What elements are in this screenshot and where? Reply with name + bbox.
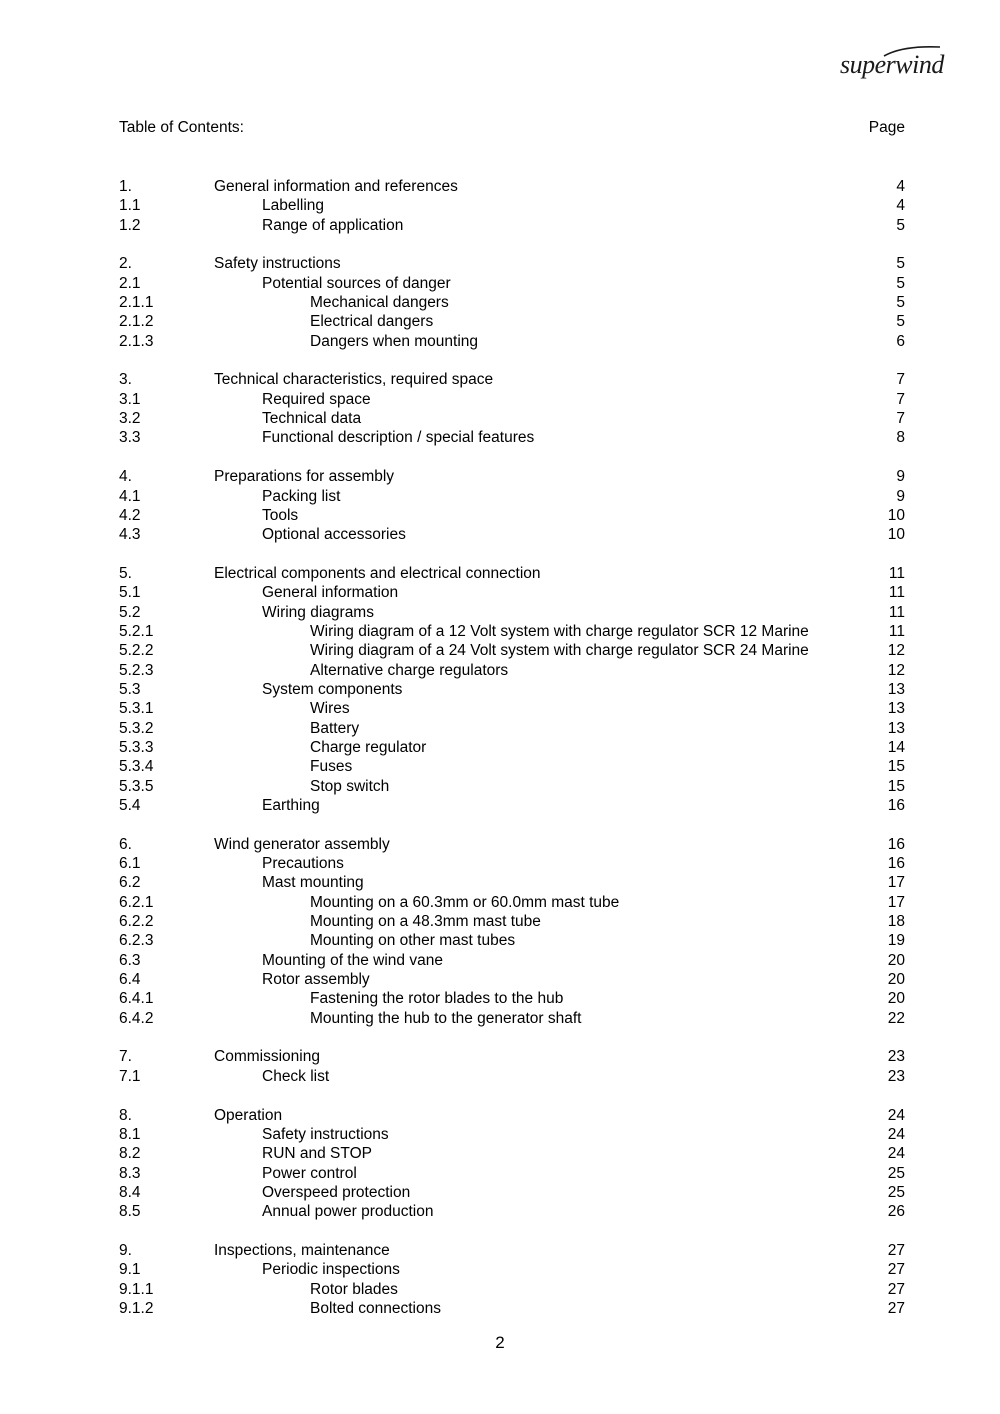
toc-entry-page: 24 xyxy=(887,1106,905,1124)
toc-entry-title: Labelling xyxy=(262,197,325,215)
toc-entry-title: Rotor blades xyxy=(310,1280,398,1298)
toc-entry-page: 10 xyxy=(887,526,905,544)
toc-entry-page: 15 xyxy=(887,758,905,776)
toc-entry-number: 3.2 xyxy=(119,410,141,428)
toc-entry-title: Power control xyxy=(262,1164,357,1182)
toc-entry[interactable] xyxy=(119,332,905,351)
toc-entry-title: Fastening the rotor blades to the hub xyxy=(310,990,564,1008)
toc-entry-number: 8. xyxy=(119,1106,132,1124)
toc-entry-title: Dangers when mounting xyxy=(310,332,479,350)
toc-entry-title: Technical characteristics, required space xyxy=(214,371,494,389)
toc-entry-number: 4.1 xyxy=(119,487,141,505)
toc-entry-number: 5.2.1 xyxy=(119,622,154,640)
toc-entry-page: 23 xyxy=(887,1048,905,1066)
toc-entry[interactable] xyxy=(119,1299,905,1318)
toc-entry-page: 6 xyxy=(896,332,905,350)
toc-entry-number: 8.4 xyxy=(119,1183,141,1201)
toc-entry-number: 2. xyxy=(119,255,132,273)
toc-entry-number: 7. xyxy=(119,1048,132,1066)
toc-entry-page: 27 xyxy=(887,1241,905,1259)
toc-entry-page: 12 xyxy=(887,642,905,660)
toc-entry-page: 13 xyxy=(887,719,905,737)
toc-entry-title: Overspeed protection xyxy=(262,1183,411,1201)
toc-entry-page: 27 xyxy=(887,1280,905,1298)
toc-entry-number: 6.2 xyxy=(119,874,141,892)
toc-entry-page: 16 xyxy=(887,797,905,814)
toc-entry[interactable] xyxy=(119,738,905,757)
toc-entry-title: Optional accessories xyxy=(262,526,406,544)
toc-entry-title: Mechanical dangers xyxy=(310,294,449,312)
toc-entry-title: Alternative charge regulators xyxy=(310,661,509,679)
toc-entry-title: Preparations for assembly xyxy=(214,468,395,486)
toc-entry-number: 8.2 xyxy=(119,1145,141,1163)
toc-entry[interactable] xyxy=(119,641,905,660)
toc-entry[interactable] xyxy=(119,1183,905,1202)
toc-entry-title: Charge regulator xyxy=(310,738,427,756)
toc-entry-page: 16 xyxy=(887,855,905,873)
toc-entry[interactable] xyxy=(119,699,905,718)
toc-entry[interactable] xyxy=(119,216,905,235)
toc-entry-number: 9.1.1 xyxy=(119,1280,154,1298)
toc-entry-page: 11 xyxy=(888,564,905,582)
toc-entry-number: 9.1.2 xyxy=(119,1299,154,1317)
toc-entry[interactable] xyxy=(119,796,905,815)
toc-entry-page: 9 xyxy=(896,468,905,486)
toc-entry-page: 16 xyxy=(887,835,905,853)
toc-entry-number: 5.2.3 xyxy=(119,661,154,679)
toc-entry[interactable] xyxy=(119,312,905,331)
toc-entry[interactable] xyxy=(119,951,905,970)
toc-entry-title: Mounting on other mast tubes xyxy=(310,932,516,950)
toc-entry[interactable] xyxy=(119,390,905,409)
toc-entry-number: 6.4.1 xyxy=(119,990,154,1008)
toc-entry-page: 4 xyxy=(896,197,905,215)
toc-entry[interactable] xyxy=(119,487,905,506)
toc-entry-title: Fuses xyxy=(310,758,353,776)
toc-entry-title: Electrical dangers xyxy=(310,313,434,331)
toc-entry[interactable] xyxy=(119,912,905,931)
toc-entry-title: Periodic inspections xyxy=(262,1261,400,1279)
toc-entry-number: 9. xyxy=(119,1241,132,1259)
toc-entry-page: 17 xyxy=(887,893,905,911)
toc-entry-number: 8.5 xyxy=(119,1203,141,1221)
toc-entry-title: Wind generator assembly xyxy=(214,835,390,853)
toc-entry[interactable] xyxy=(119,719,905,738)
toc-entry[interactable] xyxy=(119,989,905,1008)
toc-entry[interactable] xyxy=(119,1144,905,1163)
table-of-contents xyxy=(119,177,905,1318)
toc-entry-title: Commissioning xyxy=(214,1048,320,1066)
superwind-logo xyxy=(836,44,946,84)
toc-entry-page: 26 xyxy=(887,1203,905,1221)
toc-entry-page: 11 xyxy=(888,622,905,640)
toc-entry-page: 5 xyxy=(896,216,905,234)
toc-entry-number: 5. xyxy=(119,564,132,582)
toc-entry-title: Electrical components and electrical connection xyxy=(214,564,541,582)
toc-entry-number: 6.1 xyxy=(119,855,141,873)
toc-entry[interactable] xyxy=(119,525,905,544)
toc-entry-number: 8.3 xyxy=(119,1164,141,1182)
toc-entry-page: 24 xyxy=(887,1145,905,1163)
toc-entry-title: Packing list xyxy=(262,487,341,505)
toc-entry-title: Wires xyxy=(310,700,350,718)
toc-entry-number: 5.3.5 xyxy=(119,777,154,795)
toc-entry[interactable] xyxy=(119,293,905,312)
toc-entry-page: 4 xyxy=(896,178,905,195)
toc-entry-page: 11 xyxy=(888,584,905,602)
toc-entry-number: 8.1 xyxy=(119,1125,141,1143)
toc-entry-title: Mounting on a 48.3mm mast tube xyxy=(310,913,541,931)
toc-entry-number: 6.2.1 xyxy=(119,893,154,911)
toc-entry-title: Wiring diagram of a 12 Volt system with charge regulator SCR 12 Marine xyxy=(310,622,809,640)
toc-entry[interactable] xyxy=(119,1125,905,1144)
toc-entry-title: Mast mounting xyxy=(262,874,364,892)
toc-entry[interactable] xyxy=(119,1164,905,1183)
toc-entry-number: 5.3.3 xyxy=(119,738,154,756)
toc-header xyxy=(119,119,905,139)
toc-entry-title: Safety instructions xyxy=(262,1125,389,1143)
toc-entry-page: 5 xyxy=(896,294,905,312)
toc-entry-title: Tools xyxy=(262,506,299,524)
toc-entry-number: 1.2 xyxy=(119,216,141,234)
toc-entry-page: 13 xyxy=(887,700,905,718)
toc-entry-title: Operation xyxy=(214,1106,283,1124)
toc-entry-title: Bolted connections xyxy=(310,1299,441,1317)
toc-entry-page: 11 xyxy=(888,603,905,621)
toc-entry-title: Stop switch xyxy=(310,777,390,795)
toc-entry-number: 9.1 xyxy=(119,1261,141,1279)
toc-entry-number: 5.2.2 xyxy=(119,642,154,660)
toc-entry-title: Battery xyxy=(310,719,360,737)
toc-entry-title: Potential sources of danger xyxy=(262,274,451,292)
toc-entry-title: Range of application xyxy=(262,216,404,234)
toc-entry[interactable] xyxy=(119,196,905,215)
toc-entry-page: 5 xyxy=(896,255,905,273)
toc-entry-page: 20 xyxy=(887,990,905,1008)
toc-entry-number: 5.3.4 xyxy=(119,758,154,776)
toc-entry-page: 25 xyxy=(887,1183,905,1201)
toc-entry-number: 6.2.2 xyxy=(119,913,154,931)
toc-entry-title: Annual power production xyxy=(262,1203,434,1221)
toc-entry[interactable] xyxy=(119,873,905,892)
toc-entry[interactable] xyxy=(119,757,905,776)
toc-entry-number: 5.2 xyxy=(119,603,141,621)
toc-entry[interactable] xyxy=(119,1106,905,1125)
toc-entry-number: 6.4.2 xyxy=(119,1009,154,1027)
toc-entry[interactable] xyxy=(119,177,905,196)
toc-entry-title: General information and references xyxy=(214,178,458,195)
toc-entry-page: 15 xyxy=(887,777,905,795)
toc-entry-title: Check list xyxy=(262,1067,330,1085)
toc-entry-page: 14 xyxy=(887,738,905,756)
toc-entry-number: 3.3 xyxy=(119,429,141,447)
toc-entry-number: 5.1 xyxy=(119,584,141,602)
toc-entry-page: 20 xyxy=(887,971,905,989)
toc-entry-title: Mounting of the wind vane xyxy=(262,951,443,969)
toc-entry-page: 25 xyxy=(887,1164,905,1182)
toc-entry-page: 7 xyxy=(896,390,905,408)
toc-entry[interactable] xyxy=(119,970,905,989)
toc-entry-number: 3.1 xyxy=(119,390,141,408)
toc-entry-number: 6. xyxy=(119,835,132,853)
toc-entry-number: 2.1.1 xyxy=(119,294,154,312)
toc-entry[interactable] xyxy=(119,1067,905,1086)
toc-entry-title: Safety instructions xyxy=(214,255,341,273)
toc-entry-number: 6.4 xyxy=(119,971,141,989)
toc-entry-title: Earthing xyxy=(262,797,320,814)
toc-entry[interactable] xyxy=(119,1280,905,1299)
toc-entry-page: 27 xyxy=(887,1299,905,1317)
toc-entry-number: 7.1 xyxy=(119,1067,141,1085)
toc-entry-page: 9 xyxy=(896,487,905,505)
toc-entry-page: 22 xyxy=(887,1009,905,1027)
toc-entry[interactable] xyxy=(119,1260,905,1279)
toc-entry[interactable] xyxy=(119,893,905,912)
toc-entry-number: 5.4 xyxy=(119,797,141,814)
toc-entry-number: 5.3.1 xyxy=(119,700,154,718)
toc-entry-page: 7 xyxy=(896,371,905,389)
toc-entry-page: 10 xyxy=(887,506,905,524)
toc-entry-title: Required space xyxy=(262,390,371,408)
toc-entry-page: 17 xyxy=(887,874,905,892)
toc-entry-number: 4. xyxy=(119,468,132,486)
toc-entry[interactable] xyxy=(119,680,905,699)
toc-entry-page: 19 xyxy=(887,932,905,950)
toc-entry-page: 24 xyxy=(887,1125,905,1143)
toc-entry-title: Technical data xyxy=(262,410,362,428)
toc-entry-page: 13 xyxy=(887,680,905,698)
toc-entry-number: 1. xyxy=(119,178,132,195)
toc-entry-page: 5 xyxy=(896,313,905,331)
toc-entry-number: 5.3 xyxy=(119,680,141,698)
toc-entry[interactable] xyxy=(119,854,905,873)
toc-entry-title: Mounting on a 60.3mm or 60.0mm mast tube xyxy=(310,893,620,911)
toc-entry-number: 4.2 xyxy=(119,506,141,524)
toc-entry[interactable] xyxy=(119,370,905,389)
page-column-label: Page xyxy=(868,119,905,136)
logo-text: superwind xyxy=(840,50,944,79)
toc-entry-title: Mounting the hub to the generator shaft xyxy=(310,1009,582,1027)
toc-entry-number: 2.1 xyxy=(119,274,141,292)
toc-entry[interactable] xyxy=(119,564,905,583)
toc-entry-page: 12 xyxy=(887,661,905,679)
toc-title: Table of Contents: xyxy=(119,119,244,136)
toc-entry[interactable] xyxy=(119,603,905,622)
toc-entry-title: System components xyxy=(262,680,403,698)
toc-entry-number: 5.3.2 xyxy=(119,719,154,737)
toc-entry-page: 8 xyxy=(896,429,905,447)
toc-entry-number: 6.2.3 xyxy=(119,932,154,950)
toc-entry[interactable] xyxy=(119,1009,905,1028)
toc-entry-title: RUN and STOP xyxy=(262,1145,372,1163)
page-number: 2 xyxy=(495,1333,505,1352)
toc-entry-title: Wiring diagrams xyxy=(262,603,374,621)
toc-entry[interactable] xyxy=(119,1202,905,1221)
toc-entry[interactable] xyxy=(119,274,905,293)
toc-entry-title: Inspections, maintenance xyxy=(214,1241,390,1259)
toc-entry[interactable] xyxy=(119,777,905,796)
toc-entry-number: 3. xyxy=(119,371,132,389)
toc-entry-page: 18 xyxy=(887,913,905,931)
toc-entry-page: 27 xyxy=(887,1261,905,1279)
toc-entry-title: Functional description / special features xyxy=(262,429,535,447)
toc-entry-page: 5 xyxy=(896,274,905,292)
toc-entry[interactable] xyxy=(119,467,905,486)
toc-entry[interactable] xyxy=(119,428,905,447)
toc-entry-page: 23 xyxy=(887,1067,905,1085)
toc-entry-number: 1.1 xyxy=(119,197,141,215)
toc-entry[interactable] xyxy=(119,1047,905,1066)
toc-entry[interactable] xyxy=(119,583,905,602)
toc-entry-number: 2.1.3 xyxy=(119,332,154,350)
toc-entry-page: 20 xyxy=(887,951,905,969)
toc-entry[interactable] xyxy=(119,931,905,950)
toc-entry[interactable] xyxy=(119,506,905,525)
toc-entry[interactable] xyxy=(119,835,905,854)
toc-entry-title: Rotor assembly xyxy=(262,971,370,989)
toc-entry[interactable] xyxy=(119,661,905,680)
toc-entry[interactable] xyxy=(119,254,905,273)
toc-entry-number: 2.1.2 xyxy=(119,313,154,331)
toc-entry-title: Precautions xyxy=(262,855,344,873)
toc-entry[interactable] xyxy=(119,622,905,641)
toc-entry[interactable] xyxy=(119,409,905,428)
toc-entry-title: General information xyxy=(262,584,399,602)
toc-entry-page: 7 xyxy=(896,410,905,428)
toc-entry-number: 4.3 xyxy=(119,526,141,544)
toc-entry-title: Wiring diagram of a 24 Volt system with charge regulator SCR 24 Marine xyxy=(310,642,809,660)
toc-entry-number: 6.3 xyxy=(119,951,141,969)
toc-entry[interactable] xyxy=(119,1241,905,1260)
